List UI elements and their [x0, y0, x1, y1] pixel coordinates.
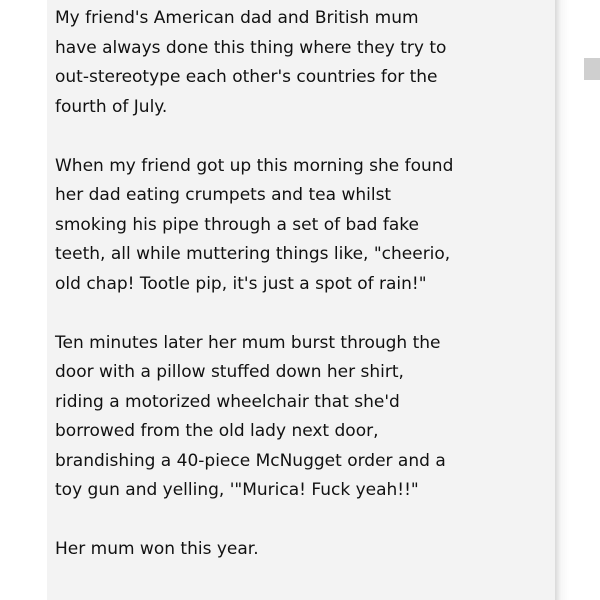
- text-line: old chap! Tootle pip, it's just a spot of rain!": [55, 273, 427, 294]
- paragraph-stereotype-intro: [55, 4, 555, 122]
- text-line: When my friend got up this morning she found: [55, 155, 454, 176]
- paragraph-gap: [55, 506, 555, 536]
- text-line: Ten minutes later her mum burst through the: [55, 332, 441, 353]
- paragraph-mum: [55, 329, 555, 506]
- text-line: borrowed from the old lady next door,: [55, 421, 379, 441]
- text-post-card: [47, 0, 555, 600]
- paragraph-dad: [55, 152, 555, 300]
- text-line: door with a pillow stuffed down her shirt,: [55, 362, 404, 382]
- text-line: brandishing a 40-piece McNugget order and a: [55, 450, 446, 471]
- text-line: have always done this thing where they try to: [55, 37, 447, 58]
- right-edge-shadow: [555, 0, 600, 600]
- paragraph-gap: [55, 122, 555, 152]
- text-line: fourth of July.: [55, 96, 168, 117]
- text-line: My friend's American dad and British mum: [55, 8, 419, 28]
- text-line: smoking his pipe through a set of bad fake: [55, 214, 419, 235]
- paragraph-conclusion: [55, 535, 555, 565]
- text-line: her dad eating crumpets and tea whilst: [55, 185, 392, 205]
- text-line: toy gun and yelling, '"Murica! Fuck yeah!!": [55, 480, 419, 500]
- text-line: riding a motorized wheelchair that she'd: [55, 391, 400, 412]
- text-line: teeth, all while muttering things like, "cheerio,: [55, 244, 451, 264]
- paragraph-gap: [55, 299, 555, 329]
- right-edge-mark: [584, 58, 600, 80]
- text-line: Her mum won this year.: [55, 539, 259, 559]
- text-line: out-stereotype each other's countries for the: [55, 67, 438, 87]
